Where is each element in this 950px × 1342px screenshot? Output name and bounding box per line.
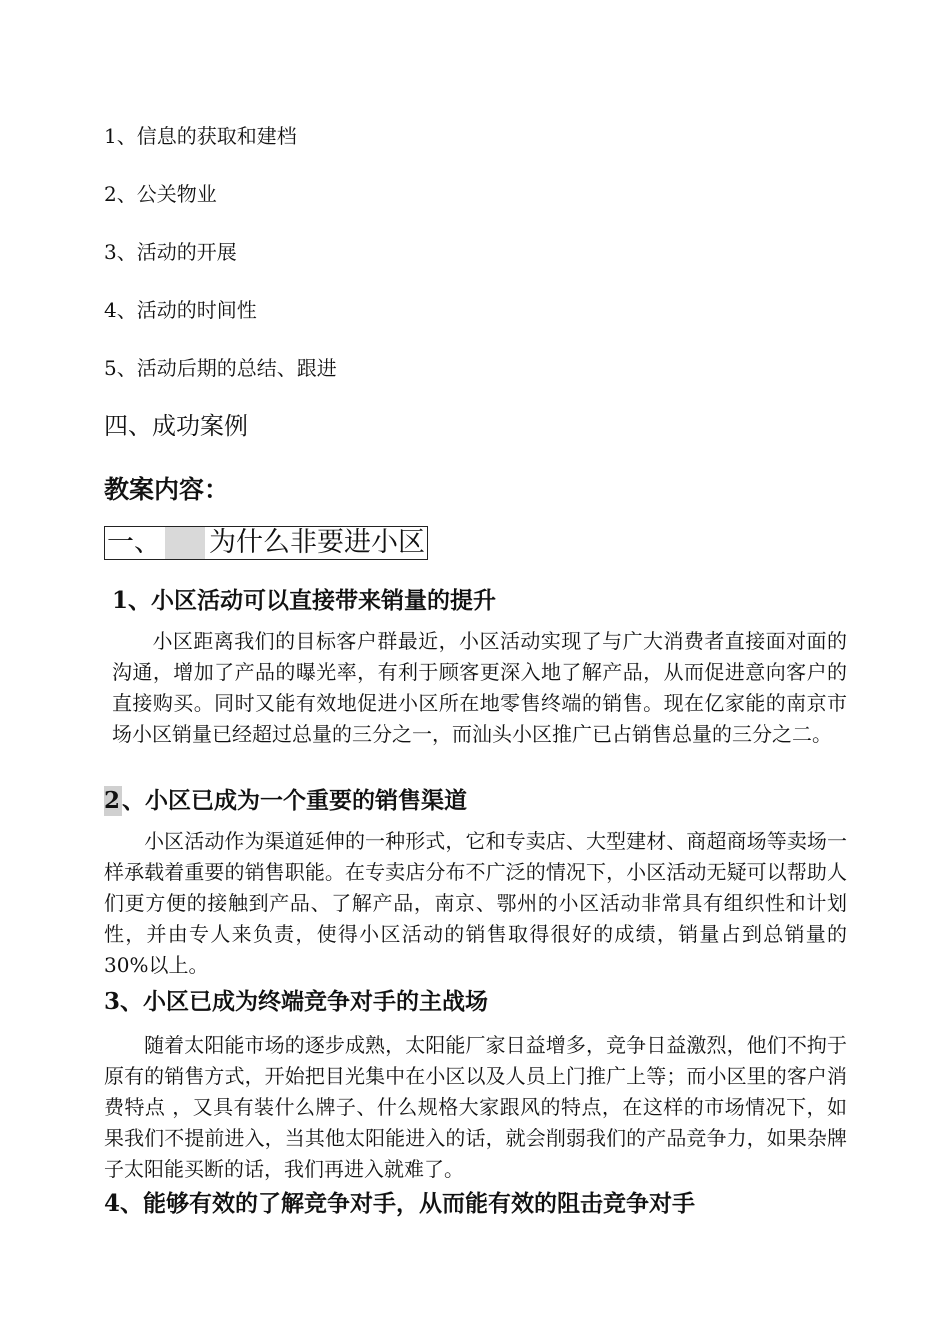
chapter-1-shaded-gap bbox=[165, 527, 205, 559]
outline-item-4: 4、活动的时间性 bbox=[104, 298, 257, 322]
subsection-2-text: 小区活动作为渠道延伸的一种形式，它和专卖店、大型建材、商超商场等卖场一样承载着重要的销售职能。在专卖店分布不广泛的情况下，小区活动无疑可以帮助人们更方便的接触到产品、了解产品，南京、鄂州的小区活动非常具有组织性和计划性，并由专人来负责，使得小区活动的销售取得很好的成绩，销量占到总销量的30%以上。 bbox=[104, 829, 847, 977]
subsection-2-number: 2 bbox=[104, 787, 121, 814]
section-4-heading: 四、成功案例 bbox=[104, 412, 248, 440]
subsection-1-text: 小区距离我们的目标客户群最近，小区活动实现了与广大消费者直接面对面的沟通，增加了产品的曝光率，有利于顾客更深入地了解产品，从而促进意向客户的直接购买。同时又能有效地促进小区所在地零售终端的销售。现在亿家能的南京市场小区销量已经超过总量的三分之一，而汕头小区推广已占销售总量的三分之二。 bbox=[112, 629, 847, 746]
subsection-3-text: 随着太阳能市场的逐步成熟，太阳能厂家日益增多，竞争日益激烈，他们不拘于原有的销售方式，开始把目光集中在小区以及人员上门推广上等；而小区里的客户消费特点 ，又具有装什么牌子、什么规格大家跟风的特点，在这样的市场情况下，如果我们不提前进入，当其他太阳能进入的话，就会削弱我们的产品竞争力，如果杂牌子太阳能买断的话，我们再进入就难了。 bbox=[104, 1033, 847, 1181]
outline-item-3: 3、活动的开展 bbox=[104, 240, 237, 264]
subsection-4-title: 4、能够有效的了解竞争对手，从而能有效的阻击竞争对手 bbox=[104, 1190, 696, 1217]
subsection-3-title: 3、小区已成为终端竞争对手的主战场 bbox=[104, 988, 489, 1015]
chapter-1-title: 为什么非要进小区 bbox=[209, 527, 425, 558]
outline-item-5: 5、活动后期的总结、跟进 bbox=[104, 356, 337, 380]
subsection-2-title-text: 、小区已成为一个重要的销售渠道 bbox=[122, 787, 468, 814]
subsection-2-body bbox=[104, 826, 847, 981]
subsection-1-title: 1、小区活动可以直接带来销量的提升 bbox=[112, 587, 497, 614]
chapter-1-number: 一、 bbox=[107, 527, 161, 558]
lesson-heading: 教案内容： bbox=[104, 475, 230, 504]
outline-item-2: 2、公关物业 bbox=[104, 182, 217, 206]
subsection-2-title bbox=[104, 786, 467, 816]
outline-item-1: 1、信息的获取和建档 bbox=[104, 124, 297, 148]
subsection-1-body bbox=[112, 626, 847, 750]
chapter-1-heading-box bbox=[104, 526, 428, 560]
subsection-3-body bbox=[104, 1030, 847, 1185]
